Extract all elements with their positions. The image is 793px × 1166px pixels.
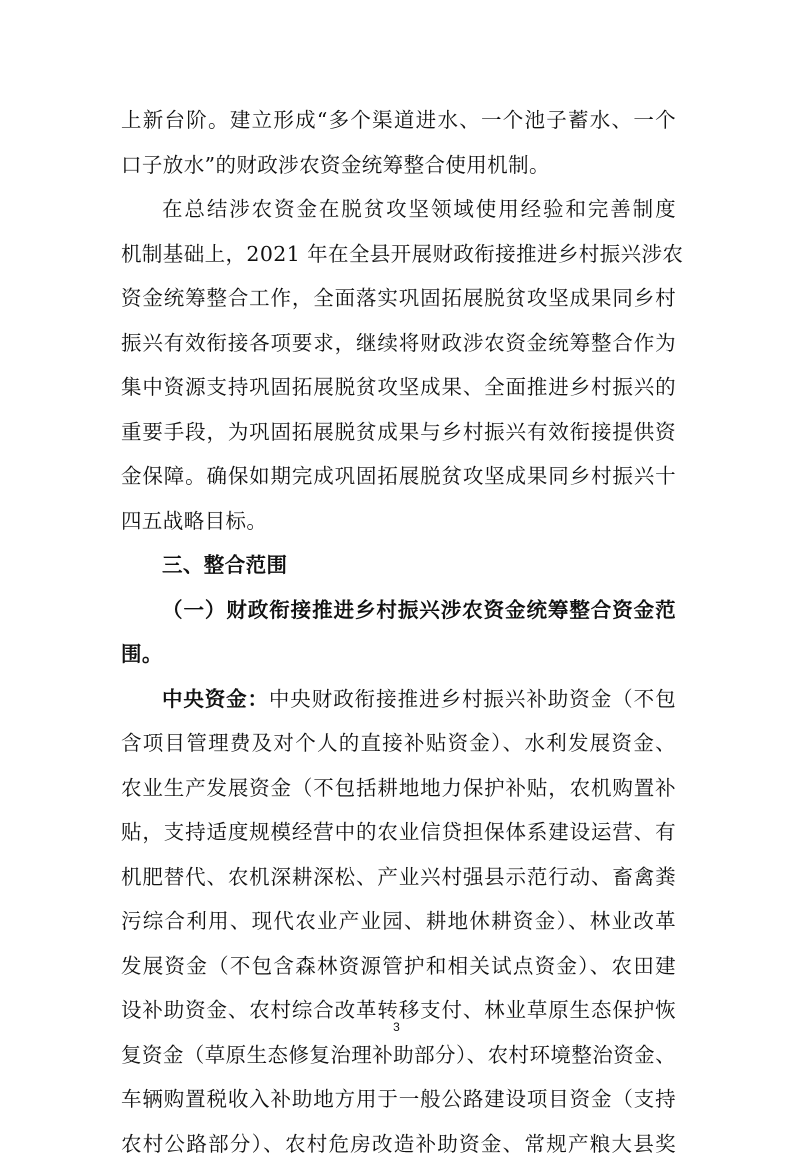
text-line: 污综合利用、现代农业产业园、耕地休耕资金）、林业改革 (121, 899, 676, 944)
text-line: 农业生产发展资金（不包括耕地地力保护补贴，农机购置补 (121, 766, 676, 811)
text-line: 含项目管理费及对个人的直接补贴资金）、水利发展资金、 (121, 721, 676, 766)
text-line: 集中资源支持巩固拓展脱贫攻坚成果、全面推进乡村振兴的 (121, 365, 676, 410)
lead-text: 中央财政衔接推进乡村振兴补助资金（不包 (269, 687, 676, 711)
text-line: 金保障。确保如期完成巩固拓展脱贫攻坚成果同乡村振兴十 (121, 454, 676, 499)
text-line: 复资金（草原生态修复治理补助部分）、农村环境整治资金、 (121, 1033, 676, 1078)
text-line: 机制基础上，2021 年在全县开展财政衔接推进乡村振兴涉农 (121, 232, 676, 277)
text-line: 资金统筹整合工作，全面落实巩固拓展脱贫攻坚成果同乡村 (121, 276, 676, 321)
text-line: 四五战略目标。 (121, 499, 676, 544)
text-line: 发展资金（不包含森林资源管护和相关试点资金）、农田建 (121, 944, 676, 989)
text-line: 贴，支持适度规模经营中的农业信贷担保体系建设运营、有 (121, 810, 676, 855)
text-line: 车辆购置税收入补助地方用于一般公路建设项目资金（支持 (121, 1077, 676, 1122)
text-line: 口子放水”的财政涉农资金统筹整合使用机制。 (121, 143, 676, 188)
subsection-heading-continued: 围。 (121, 632, 676, 677)
section-heading: 三、整合范围 (121, 543, 676, 588)
text-line: 机肥替代、农机深耕深松、产业兴村强县示范行动、畜禽粪 (121, 855, 676, 900)
text-line: 设补助资金、农村综合改革转移支付、林业草原生态保护恢 (121, 988, 676, 1033)
body-text (121, 98, 676, 1166)
text-line: 在总结涉农资金在脱贫攻坚领域使用经验和完善制度 (121, 187, 676, 232)
text-line: 重要手段，为巩固拓展脱贫成果与乡村振兴有效衔接提供资 (121, 410, 676, 455)
text-line: 上新台阶。建立形成“多个渠道进水、一个池子蓄水、一个 (121, 98, 676, 143)
lead-label: 中央资金： (162, 687, 269, 711)
subsection-heading: （一）财政衔接推进乡村振兴涉农资金统筹整合资金范 (121, 588, 676, 633)
text-line: 农村公路部分）、农村危房改造补助资金、常规产粮大县奖 (121, 1122, 676, 1166)
text-line (121, 677, 676, 722)
text-line: 振兴有效衔接各项要求，继续将财政涉农资金统筹整合作为 (121, 321, 676, 366)
page-number: 3 (0, 1020, 793, 1034)
